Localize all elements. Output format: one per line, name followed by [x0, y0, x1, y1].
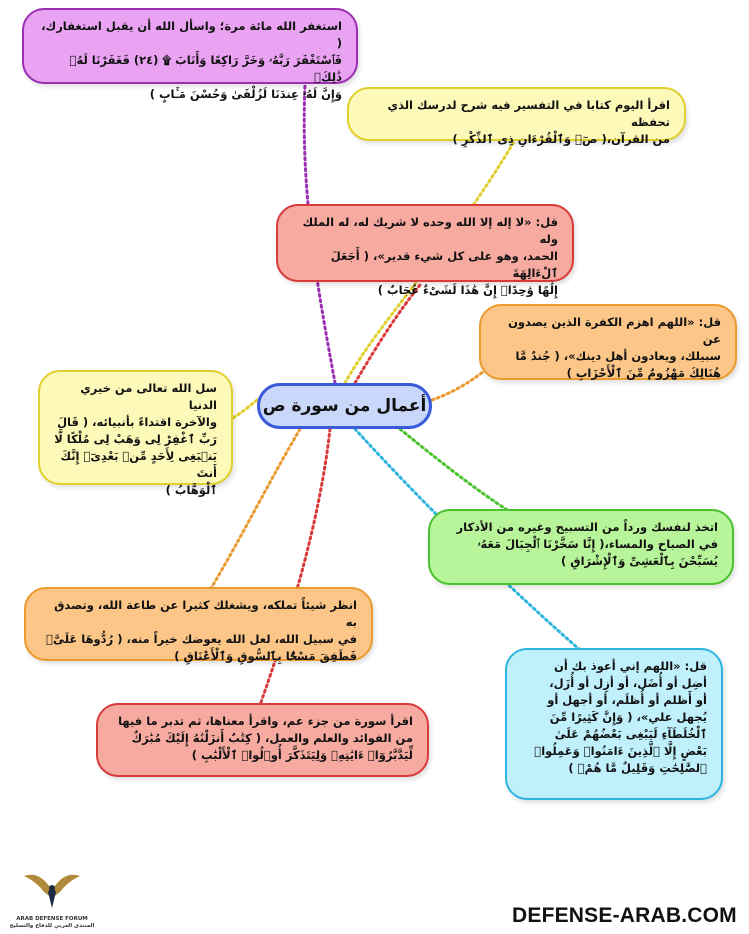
node-tadabbur [96, 703, 429, 777]
node-line: في الصباح والمساء،( إِنَّا سَخَّرْنَا ٱلْجِبَالَ مَعَهُۥ [477, 537, 718, 551]
node-line: في سبيل الله، لعل الله يعوضك خيراً منه، ( رُدُّوهَا عَلَىَّۖ [46, 632, 357, 646]
node-line: هُنَالِكَ مَهْزُومٌ مِّنَ ٱلْأَحْزَابِ ) [566, 366, 721, 380]
link-tawhid [355, 285, 420, 383]
central-topic-label: أعمال من سورة ص [262, 396, 427, 416]
node-dhulm [505, 648, 723, 800]
node-line: ٱلْوَهَّابُ ) [165, 483, 217, 497]
node-line: الحمد، وهو على كل شيء قدير»، ( أَجَعَلَ ٱلْءَالِهَةَ [330, 249, 558, 280]
node-tawhid [276, 204, 574, 297]
central-topic [257, 383, 432, 429]
node-line: قل: «اللهم اهزم الكفرة الذين يصدون عن [508, 315, 721, 346]
forum-logo [4, 868, 100, 932]
node-line: رَبِّ ٱغْفِرْ لِى وَهَبْ لِى مُلْكًا لَّا [54, 432, 217, 446]
node-line: أضِل أو أُضَل، أو أزِل أو أُزَل، [549, 676, 707, 690]
node-line: ٱلْخُلَطَآءِ لَيَبْغِى بَعْضُهُمْ عَلَىٰ [554, 727, 707, 741]
node-line: يَنۢبَغِى لِأَحَدٍ مِّنۢ بَعْدِىٓۖ إِنَّكَ أَنتَ [60, 449, 217, 480]
logo-title: ARAB DEFENSE FORUM [16, 916, 88, 922]
node-line: وَإِنَّ لَهُۥ عِندَنَا لَزُلْفَىٰ وَحُسْنَ مَـَٔابٍ ) [149, 87, 342, 101]
node-line: سبيلك، ويعادون أهل دينك»، ( جُندٌ مَّا [515, 349, 721, 363]
node-line: بَعْضٍ إِلَّا ٱلَّذِينَ ءَامَنُوا۟ وَعَمِلُوا۟ [534, 744, 707, 758]
node-line: والآخرة اقتداءً بأنبيائه، ( قَالَ [57, 415, 217, 429]
node-line: إِلَٰهًا وَٰحِدًاۖ إِنَّ هَٰذَا لَشَىْءٌ عُجَابٌ ) [377, 283, 558, 297]
node-line: من الفوائد والعلم والعمل، ( كِتَٰبٌ أَنزَلْنَٰهُ إِلَيْكَ مُبَٰرَكٌ [131, 731, 413, 745]
node-sadaqa [24, 587, 373, 661]
node-line: فَٱسْتَغْفَرَ رَبَّهُۥ وَخَرَّ رَاكِعًا وَأَنَابَ ۩ (٢٤) فَغَفَرْنَا لَهُۥ ذَٰلِكَۖ [69, 53, 342, 84]
node-tafsir [347, 87, 686, 146]
node-line: اتخذ لنفسك ورداً من التسبيح وغيره من الأذكار [456, 520, 718, 534]
node-line: قل: «لا إله إلا الله وحده لا شريك له، له الملك وله [302, 215, 558, 246]
node-line: ٱلصَّٰلِحَٰتِ وَقَلِيلٌ مَّا هُمْۗ ) [568, 761, 707, 775]
node-line: انظر شيئاً تملكه، ويشغلك كثيرا عن طاعة الله، وتصدق به [54, 598, 357, 629]
node-line: قل: «اللهم إني أعوذ بك أن [554, 659, 707, 673]
node-line: استغفر الله مائة مرة؛ واسأل الله أن يقبل استغفارك، ( [41, 19, 342, 50]
node-line: سل الله تعالى من خيري الدنيا [80, 381, 217, 412]
link-dunya [230, 400, 257, 420]
node-tasbih [428, 509, 734, 585]
node-ahzab [479, 304, 737, 380]
site-watermark: DEFENSE-ARAB.COM [512, 904, 737, 927]
link-tasbih [400, 429, 520, 518]
node-line: يُسَبِّحْنَ بِٱلْعَشِىِّ وَٱلْإِشْرَاقِ ) [561, 554, 718, 568]
node-line: لِّيَدَّبَّرُوٓا۟ ءَايَٰتِهِۦ وَلِيَتَذَكَّرَ أُو۟لُوا۟ ٱلْأَلْبَٰبِ ) [191, 748, 413, 762]
node-line: يُجهل علي»، ( وَإِنَّ كَثِيرًا مِّنَ [549, 710, 707, 724]
node-line: فَطَفِقَ مَسْحًۢا بِٱلسُّوقِ وَٱلْأَعْنَاقِ ) [174, 649, 357, 663]
node-line: اقرأ سورة من جزء عم، واقرأ معناها، ثم تدبر ما فيها [118, 714, 413, 728]
node-line: أو أَظلم أو أُظلَم، أو أجهل أو [547, 693, 707, 707]
node-line: من القرآن،( صٓۚ وَٱلْقُرْءَانِ ذِى ٱلذِّكْرِ ) [452, 132, 670, 146]
eagle-emblem-icon [22, 868, 82, 912]
logo-subtitle: المنتدى العربي للدفاع والتسليح [9, 923, 95, 929]
node-line: اقرأ اليوم كتابا في التفسير فيه شرح لدرسك الذي تحفظه [387, 98, 670, 129]
node-dunya [38, 370, 233, 497]
node-istighfar [22, 8, 358, 101]
